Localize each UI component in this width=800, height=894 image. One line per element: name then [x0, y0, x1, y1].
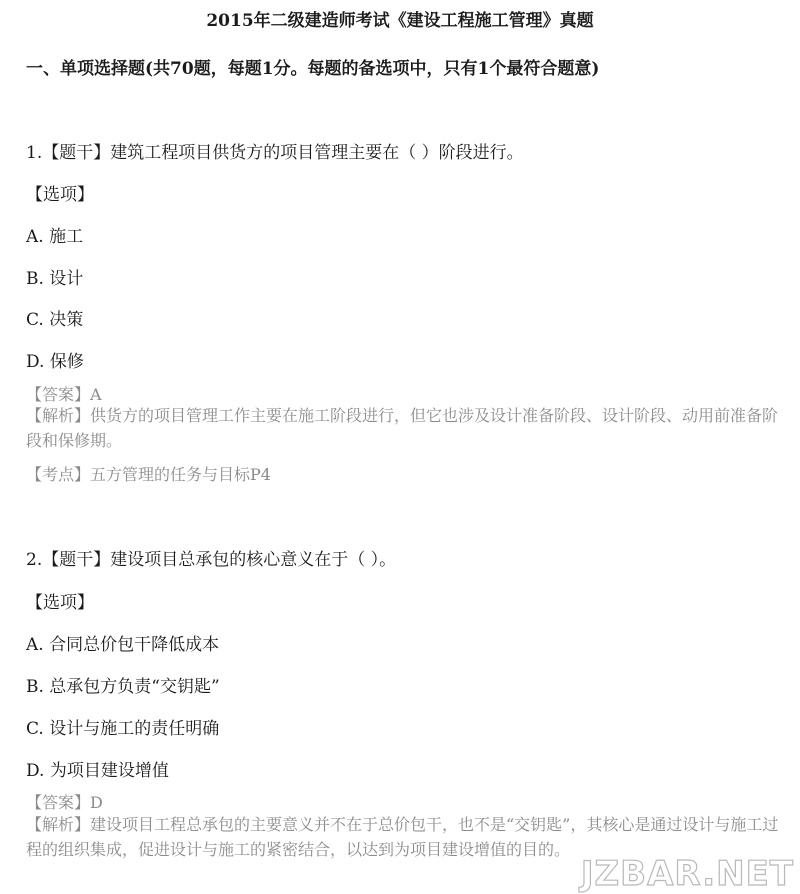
- question-1-stem: 1.【题干】建筑工程项目供货方的项目管理主要在（ ）阶段进行。: [26, 143, 524, 163]
- section-heading: 一、单项选择题(共70题，每题1分。每题的备选项中，只有1个最符合题意): [26, 59, 600, 79]
- question-2-option-d: D. 为项目建设增值: [26, 761, 169, 781]
- question-2-options-label: 【选项】: [26, 593, 94, 613]
- question-2-option-a: A. 合同总价包干降低成本: [26, 635, 220, 655]
- question-2-option-c: C. 设计与施工的责任明确: [26, 719, 220, 739]
- question-1-point: 【考点】五方管理的任务与目标P4: [26, 465, 271, 484]
- question-2-analysis: 【解析】建设项目工程总承包的主要意义并不在于总价包干，也不是“交钥匙”，其核心是通过设计与施工过程的组织集成，促进设计与施工的紧密结合，以达到为项目建设增值的目的。: [26, 815, 779, 859]
- question-1-analysis: 【解析】供货方的项目管理工作主要在施工阶段进行，但它也涉及设计准备阶段、设计阶段、动用前准备阶段和保修期。: [26, 406, 779, 450]
- question-1-option-c: C. 决策: [26, 310, 84, 330]
- question-1-option-a: A. 施工: [26, 227, 84, 247]
- question-1-options-label: 【选项】: [26, 185, 94, 205]
- question-1-answer: 【答案】A: [26, 385, 102, 404]
- question-1-option-d: D. 保修: [26, 352, 84, 372]
- question-2-option-b: B. 总承包方负责“交钥匙”: [26, 677, 220, 697]
- question-1-option-b: B. 设计: [26, 269, 84, 289]
- site-watermark: JZBAR.NET: [580, 854, 794, 894]
- question-2-answer: 【答案】D: [26, 793, 103, 812]
- page-title: 2015年二级建造师考试《建设工程施工管理》真题: [206, 11, 594, 31]
- question-2-stem: 2.【题干】建设项目总承包的核心意义在于（ ）。: [26, 550, 397, 570]
